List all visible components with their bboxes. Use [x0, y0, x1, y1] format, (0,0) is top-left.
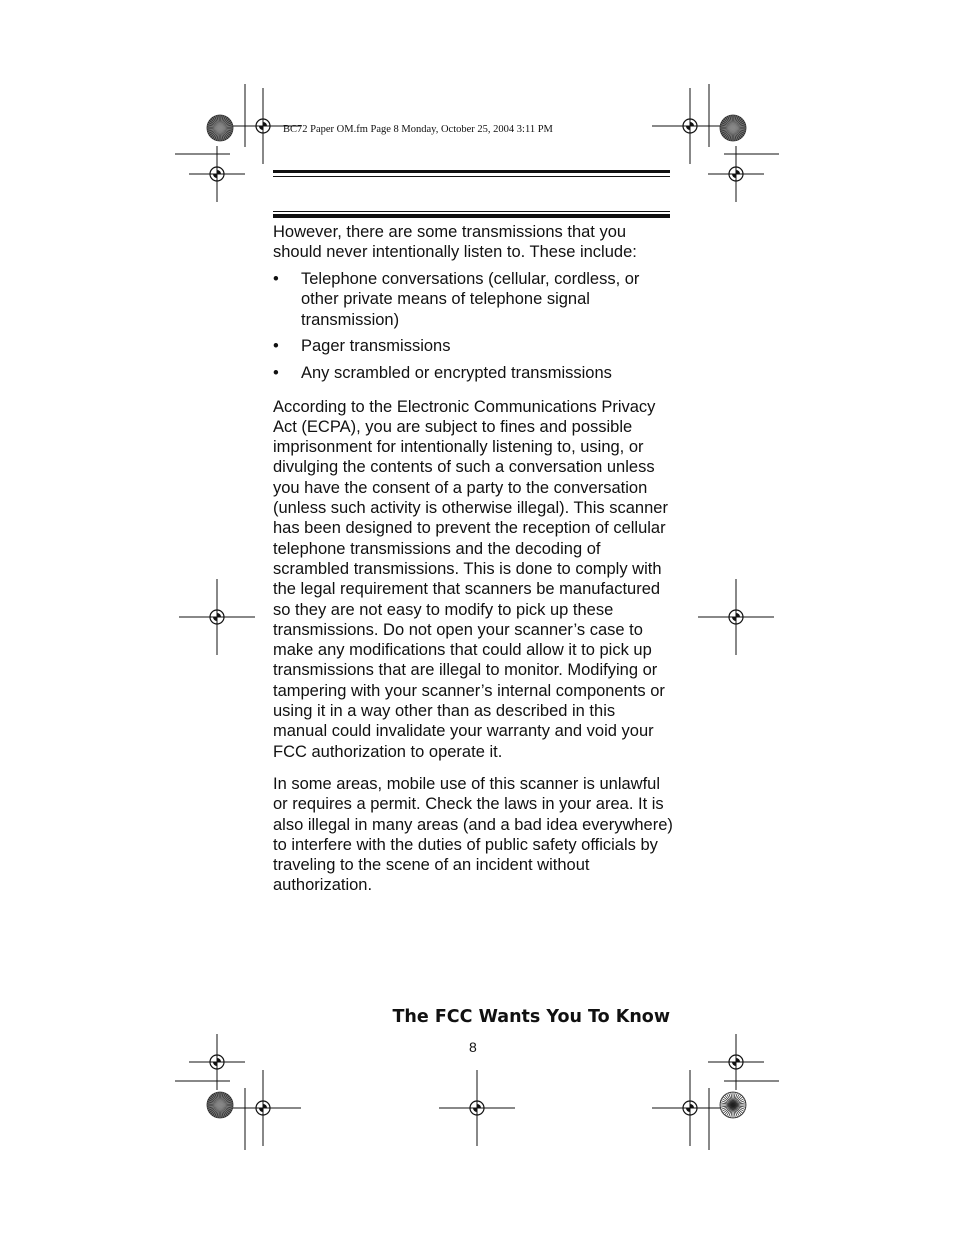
section-title: The FCC Wants You To Know [392, 1007, 670, 1027]
header-rule-thick [273, 170, 670, 173]
registration-mark-icon [652, 88, 728, 164]
list-item-text: Pager transmissions [301, 337, 451, 356]
mobile-use-paragraph: In some areas, mobile use of this scanner is unlawful or requires a permit. Check the laws in your area. It is also illegal in many areas (and a bad idea everywhere) to interfere with the duties of public safety officials by traveling to the scene of an incident without authorization. [273, 774, 673, 895]
section-rule-thick [273, 214, 670, 218]
bullet-list [273, 269, 673, 384]
color-target-icon [720, 1092, 746, 1118]
list-item [273, 363, 673, 384]
bullet-glyph: • [273, 269, 279, 288]
color-target-icon [207, 1092, 233, 1118]
registration-mark-icon [698, 579, 774, 655]
page-body [273, 222, 673, 896]
color-target-icon [207, 115, 233, 141]
ecpa-paragraph: According to the Electronic Communications Privacy Act (ECPA), you are subject to fines and possible imprisonment for intentionally listening to, using, or divulging the contents of such a conversation unless you have the consent of a party to the conversation (unless such activity is otherwise illegal). This scanner has been designed to prevent the reception of cellular telephone transmissions and the decoding of scrambled transmissions. This is done to comply with the legal requirement that scanners be manufactured so they are not easy to modify to pick up these transmissions. Do not open your scanner’s case to make any modifications that could allow it to pick up transmissions that are illegal to monitor. Modifying or tampering with your scanner’s internal components or using it in a way other than as described in this manual could invalidate your warranty and void your FCC authorization to operate it. [273, 397, 668, 761]
print-slug-header: BC72 Paper OM.fm Page 8 Monday, October 25, 2004 3:11 PM [283, 124, 553, 135]
registration-mark-icon [652, 1070, 728, 1146]
intro-paragraph: However, there are some transmissions that you should never intentionally listen to. These include: [273, 223, 637, 262]
section-rule-thin [273, 211, 670, 212]
bullet-glyph: • [273, 337, 279, 356]
list-item-text: Telephone conversations (cellular, cordless, or other private means of telephone signal transmission) [301, 269, 640, 329]
registration-mark-icon [179, 579, 255, 655]
header-rule-thin [273, 176, 670, 177]
bullet-glyph: • [273, 363, 279, 382]
registration-mark-icon [189, 1034, 245, 1090]
list-item-text: Any scrambled or encrypted transmissions [301, 363, 612, 382]
page-number: 8 [469, 1039, 477, 1055]
registration-mark-icon [225, 1070, 301, 1146]
registration-mark-icon [708, 1034, 764, 1090]
list-item [273, 269, 673, 331]
color-target-icon [720, 115, 746, 141]
registration-mark-icon [439, 1070, 515, 1146]
list-item [273, 336, 673, 357]
